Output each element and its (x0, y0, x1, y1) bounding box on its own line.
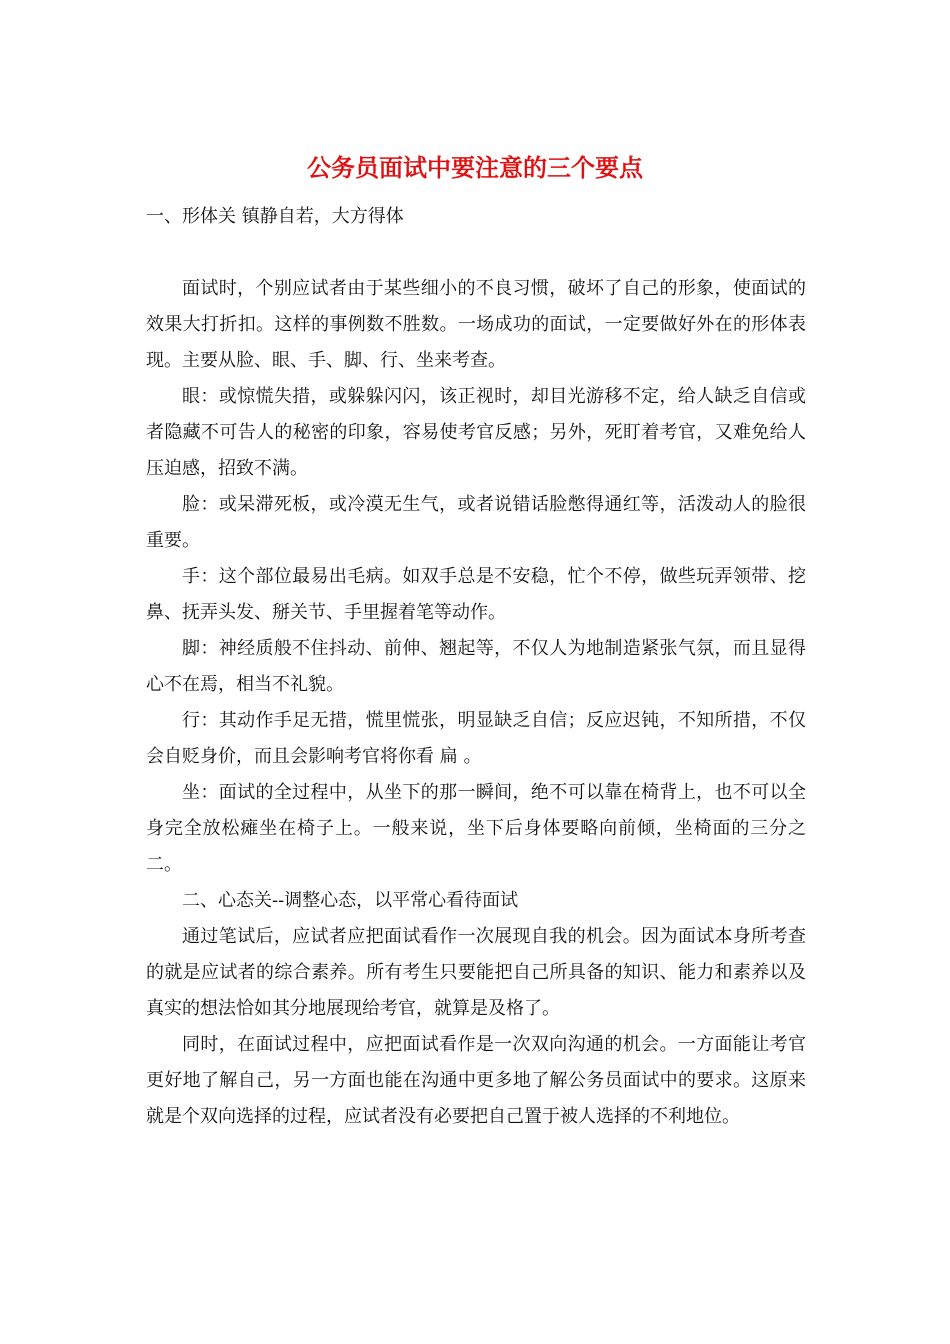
paragraph-foot: 脚：神经质般不住抖动、前伸、翘起等，不仅人为地制造紧张气氛，而且显得心不在焉，相当不礼貌。 (146, 638, 806, 695)
paragraph-intro: 面试时，个别应试者由于某些细小的不良习惯，破坏了自己的形象，使面试的效果大打折扣。这样的事例数不胜数。一场成功的面试，一定要做好外在的形体表现。主要从脸、眼、手、脚、行、坐来考查。 (146, 278, 806, 371)
paragraph-section-2-2: 同时，在面试过程中，应把面试看作是一次双向沟通的机会。一方面能让考官更好地了解自己，另一方面也能在沟通中更多地了解公务员面试中的要求。这原来就是个双向选择的过程，应试者没有必要把自己置于被人选择的不利地位。 (146, 1034, 806, 1127)
paragraph-face: 脸：或呆滞死板，或冷漠无生气，或者说错话脸憋得通红等，活泼动人的脸很重要。 (146, 494, 806, 551)
paragraph-hand: 手：这个部位最易出毛病。如双手总是不安稳，忙个不停，做些玩弄领带、挖鼻、抚弄头发、掰关节、手里握着笔等动作。 (146, 566, 806, 623)
paragraph-eye: 眼：或惊慌失措，或躲躲闪闪，该正视时，却目光游移不定，给人缺乏自信或者隐藏不可告人的秘密的印象，容易使考官反感；另外，死盯着考官，又难免给人压迫感，招致不满。 (146, 386, 806, 479)
section-1-heading: 一、形体关 镇静自若，大方得体 (146, 206, 404, 227)
paragraph-move: 行：其动作手足无措，慌里慌张，明显缺乏自信；反应迟钝，不知所措，不仅会自贬身价，而且会影响考官将你看 扁 。 (146, 710, 806, 767)
document-body (146, 199, 806, 1135)
document-title: 公务员面试中要注意的三个要点 (307, 153, 643, 182)
section-2-heading: 二、心态关--调整心态，以平常心看待面试 (182, 890, 519, 911)
blank-line (146, 235, 806, 271)
paragraph-section-2-1: 通过笔试后，应试者应把面试看作一次展现自我的机会。因为面试本身所考查的就是应试者的综合素养。所有考生只要能把自己所具备的知识、能力和素养以及真实的想法恰如其分地展现给考官，就算是及格了。 (146, 926, 806, 1019)
paragraph-sit: 坐：面试的全过程中，从坐下的那一瞬间，绝不可以靠在椅背上，也不可以全身完全放松瘫坐在椅子上。一般来说，坐下后身体要略向前倾，坐椅面的三分之二。 (146, 782, 806, 875)
